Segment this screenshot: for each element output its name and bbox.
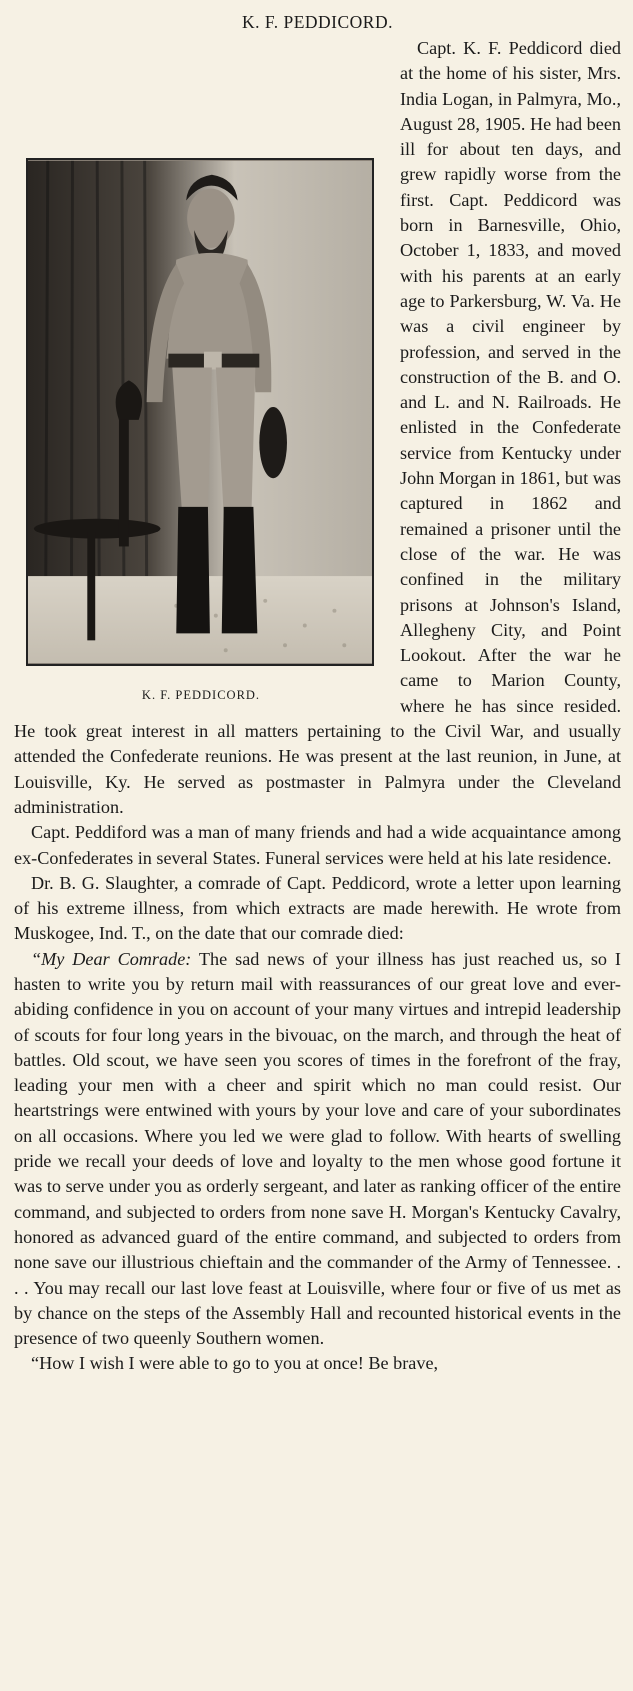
paragraph-slaughter-intro: Dr. B. G. Slaughter, a comrade of Capt. Peddicord, wrote a letter upon learning of his extreme illness, from which extracts are made herewith. He wrote from Muskogee, Ind. T., on the date that our comrade died: <box>14 872 621 944</box>
paragraph-friends: Capt. Peddiford was a man of many friends and had a wide acquaintance among ex-Confederates in several States. Funeral services were held at his late residence. <box>14 822 621 868</box>
portrait-photo <box>26 158 374 666</box>
paragraph-obituary: Capt. K. F. Peddicord died at the home of his sister, Mrs. India Logan, in Palmyra, Mo., August 28, 1905. He had been ill for about ten days, and grew rapidly worse from the first. Capt. Peddicord was born in Barnesville, Ohio, October 1, 1833, and moved with his parents at an early age to Parkersburg, W. Va. He was a civil engineer by profession, and served in the construction of the B. and O. and L. and N. Railroads. He enlisted in the Confederate service from Kentucky under John Morgan in 1861, but was captured in 1862 and remained a prisoner until the close of the war. He was confined in the military prisons at Johnson's Island, Allegheny City, and Point Lookout. After the war he came to Marion County, where he has since resided. He took great interest in all matters pertaining to the Civil War, and usually attended the Confederate reunions. He was present at the last reunion, in June, at Louisville, Ky. He served as postmaster in Palmyra under the Cleveland administration. <box>14 38 621 817</box>
letter-salutation: “My Dear Comrade: <box>31 948 192 969</box>
paragraph-letter-continued: “How I wish I were able to go to you at once! Be brave, <box>31 1353 439 1374</box>
letter-body: The sad news of your illness has just reached us, so I hasten to write you by return mail with reassurances of our great love and ever-abiding confidence in you on account of your many virtues and intrepid leadership of scouts for four long years in the bivouac, on the march, and through the heat of battles. Old scout, we have seen you scores of times in the forefront of the fray, leading your men with a cheer and spirit which no man could resist. Our heartstrings were entwined with yours by your love and care of your subordinates on all occasions. Where you led we were glad to follow. With hearts of swelling pride we recall your deeds of love and loyalty to the men whose good fortune it was to serve under you as orderly sergeant, and later as ranking officer of the entire command, and subjected to orders from none save H. Morgan's Kentucky Cavalry, honored as advanced guard of the entire command, and subjected to orders from none save our illustrious chieftain and the commander of the Army of Tennessee. . . . You may recall our last love feast at Louisville, where four or five of us met as by chance on the steps of the Assembly Hall and recounted historical events in the presence of two queenly Southern women. <box>14 948 621 1349</box>
article-title: K. F. PEDDICORD. <box>242 12 393 32</box>
portrait-figure <box>26 158 376 703</box>
paragraph-letter <box>14 947 621 1352</box>
portrait-caption: K. F. PEDDICORD. <box>141 688 261 702</box>
